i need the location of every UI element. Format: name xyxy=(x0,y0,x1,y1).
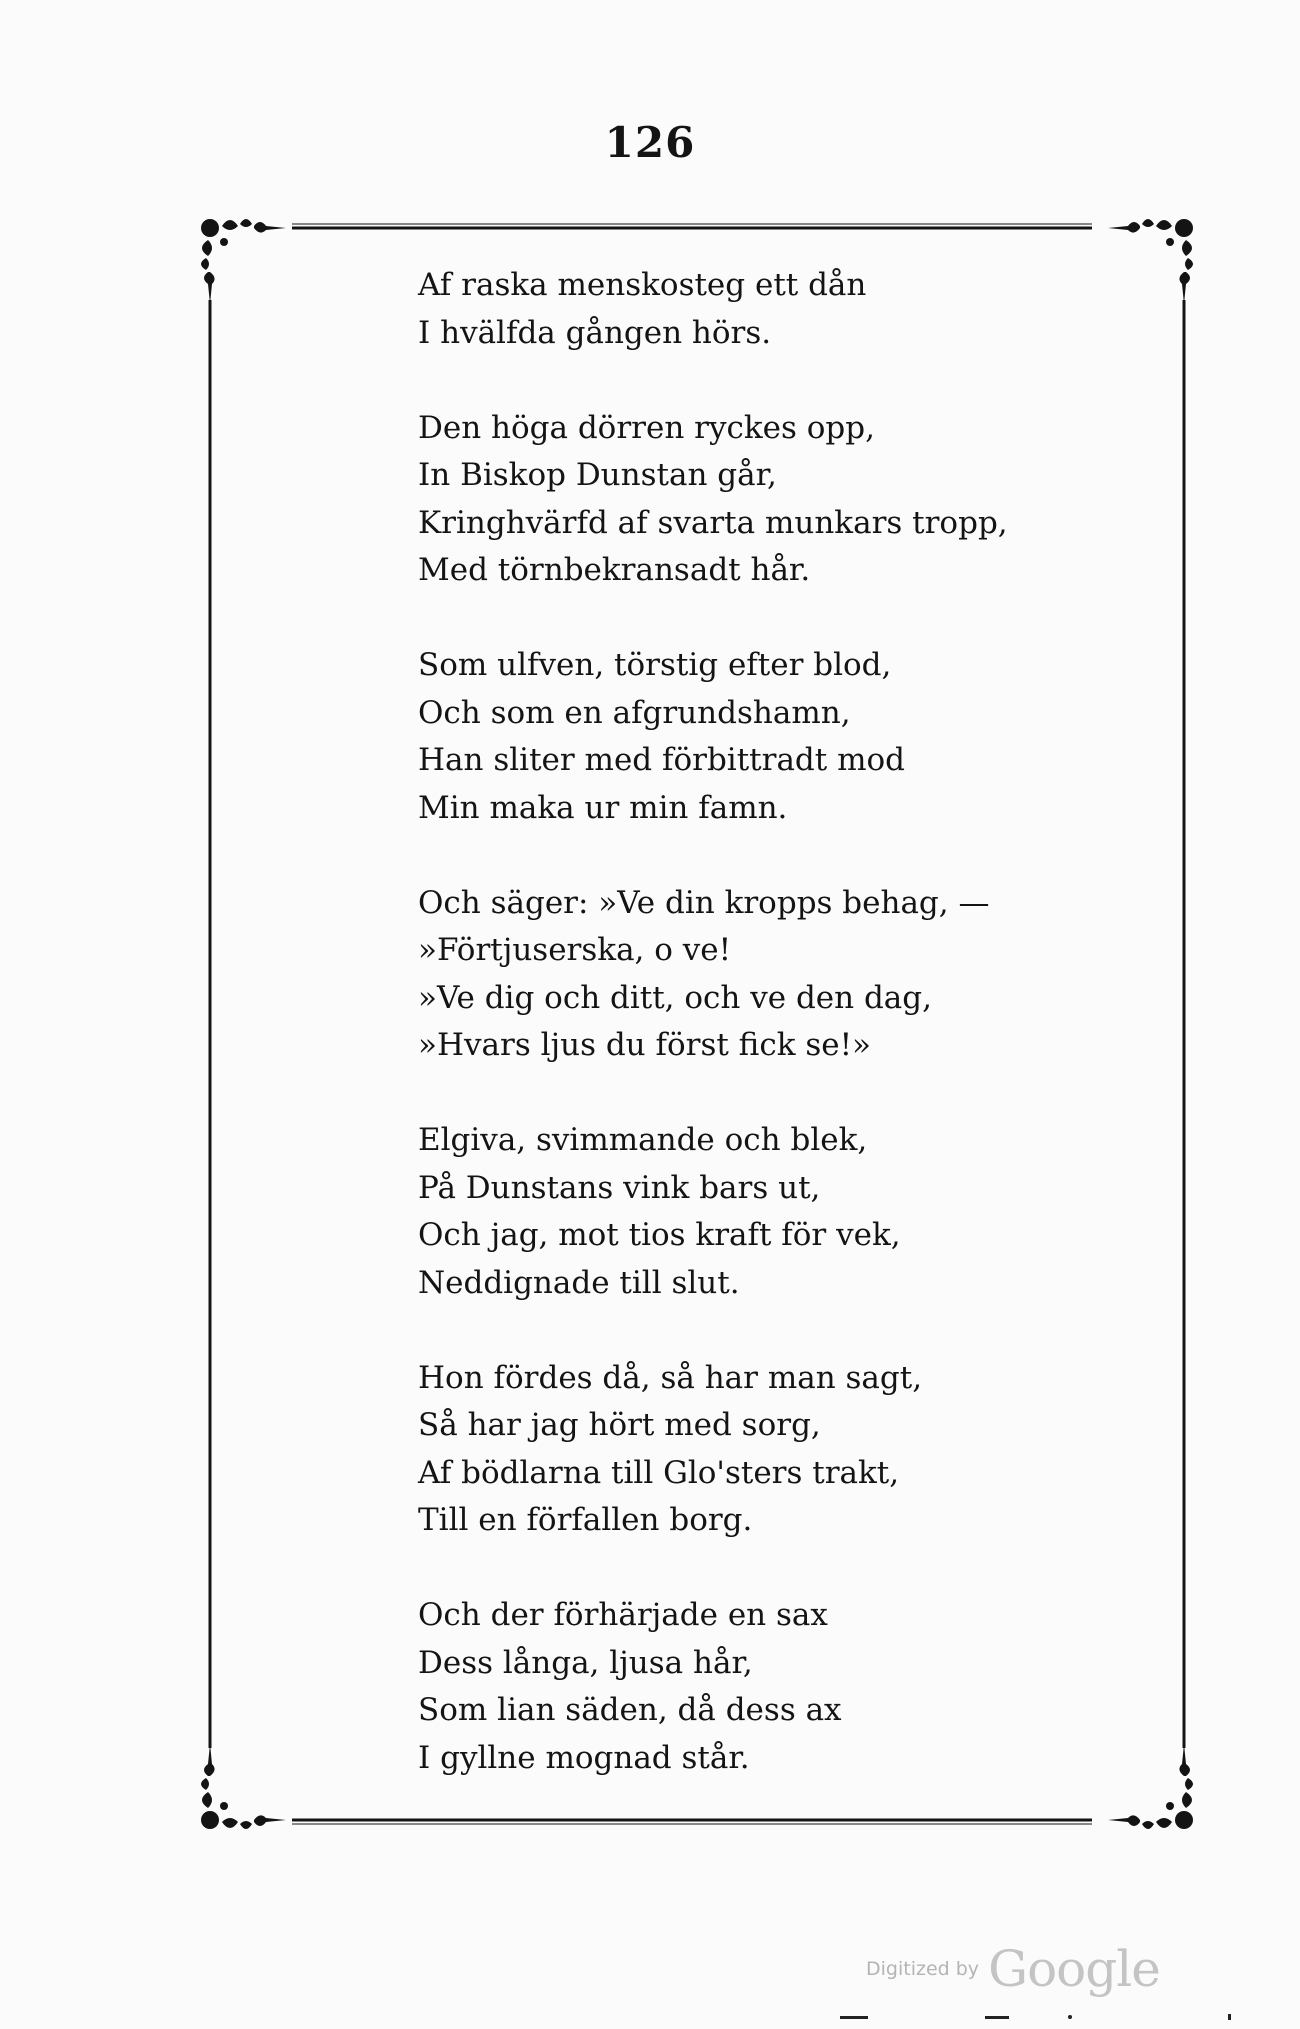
poem-line: Och der förhärjade en sax xyxy=(418,1597,828,1633)
poem-line: Hon fördes då, så har man sagt, xyxy=(418,1359,923,1396)
poem-line: Han sliter med förbittradt mod xyxy=(418,742,905,778)
scan-artifact xyxy=(840,2016,868,2019)
poem-line: I gyllne mognad står. xyxy=(418,1739,750,1776)
scan-artifact xyxy=(985,2016,1009,2019)
poem-line: In Biskop Dunstan går, xyxy=(418,457,777,493)
stanza xyxy=(418,880,1138,1070)
poem-line: Elgiva, svimmande och blek, xyxy=(418,1122,868,1158)
poem-line: Och som en afgrundshamn, xyxy=(418,694,851,731)
floral-corner-ornament-icon xyxy=(201,1744,286,1829)
poem-line: Som ulfven, törstig efter blod, xyxy=(418,647,892,683)
poem-line: Dess långa, ljusa hår, xyxy=(418,1644,753,1681)
google-logo: Google xyxy=(988,1940,1160,1998)
poem-line: Af bödlarna till Glo'sters trakt, xyxy=(418,1454,900,1491)
poem-line: I hvälfda gången hörs. xyxy=(418,314,772,351)
digitized-by-google-watermark xyxy=(866,1940,1160,1998)
poem-line: Af raska menskosteg ett dån xyxy=(418,267,867,303)
stanza xyxy=(418,1117,1138,1307)
stanza xyxy=(418,262,1138,357)
page-number: 126 xyxy=(604,118,696,167)
floral-corner-ornament-icon xyxy=(201,219,286,304)
stanza xyxy=(418,642,1138,832)
poem-line: Min maka ur min famn. xyxy=(418,789,788,826)
poem-line: Neddignade till slut. xyxy=(418,1264,740,1301)
poem-line: Med törnbekransadt hår. xyxy=(418,552,811,588)
poem-line: Så har jag hört med sorg, xyxy=(418,1407,821,1443)
poem-line: »Hvars ljus du först fick se!» xyxy=(418,1027,872,1063)
scan-artifact xyxy=(1228,2014,1231,2020)
watermark-prefix: Digitized by xyxy=(866,1958,980,1980)
poem-line: Till en förfallen borg. xyxy=(418,1502,753,1538)
stanza xyxy=(418,1355,1138,1545)
poem-line: Och säger: »Ve din kropps behag, — xyxy=(418,884,990,921)
poem-line: Kringhvärfd af svarta munkars tropp, xyxy=(418,504,1008,541)
poem-line: »Förtjuserska, o ve! xyxy=(418,932,732,968)
stanza xyxy=(418,405,1138,595)
poem-line: »Ve dig och ditt, och ve den dag, xyxy=(418,979,932,1016)
poem-line: På Dunstans vink bars ut, xyxy=(418,1169,821,1206)
stanza xyxy=(418,1592,1138,1782)
poem-body xyxy=(418,262,1138,1782)
poem-line: Den höga dörren ryckes opp, xyxy=(418,409,875,446)
poem-line: Som lian säden, då dess ax xyxy=(418,1692,842,1728)
scan-artifact xyxy=(1068,2015,1072,2019)
poem-line: Och jag, mot tios kraft för vek, xyxy=(418,1217,901,1253)
